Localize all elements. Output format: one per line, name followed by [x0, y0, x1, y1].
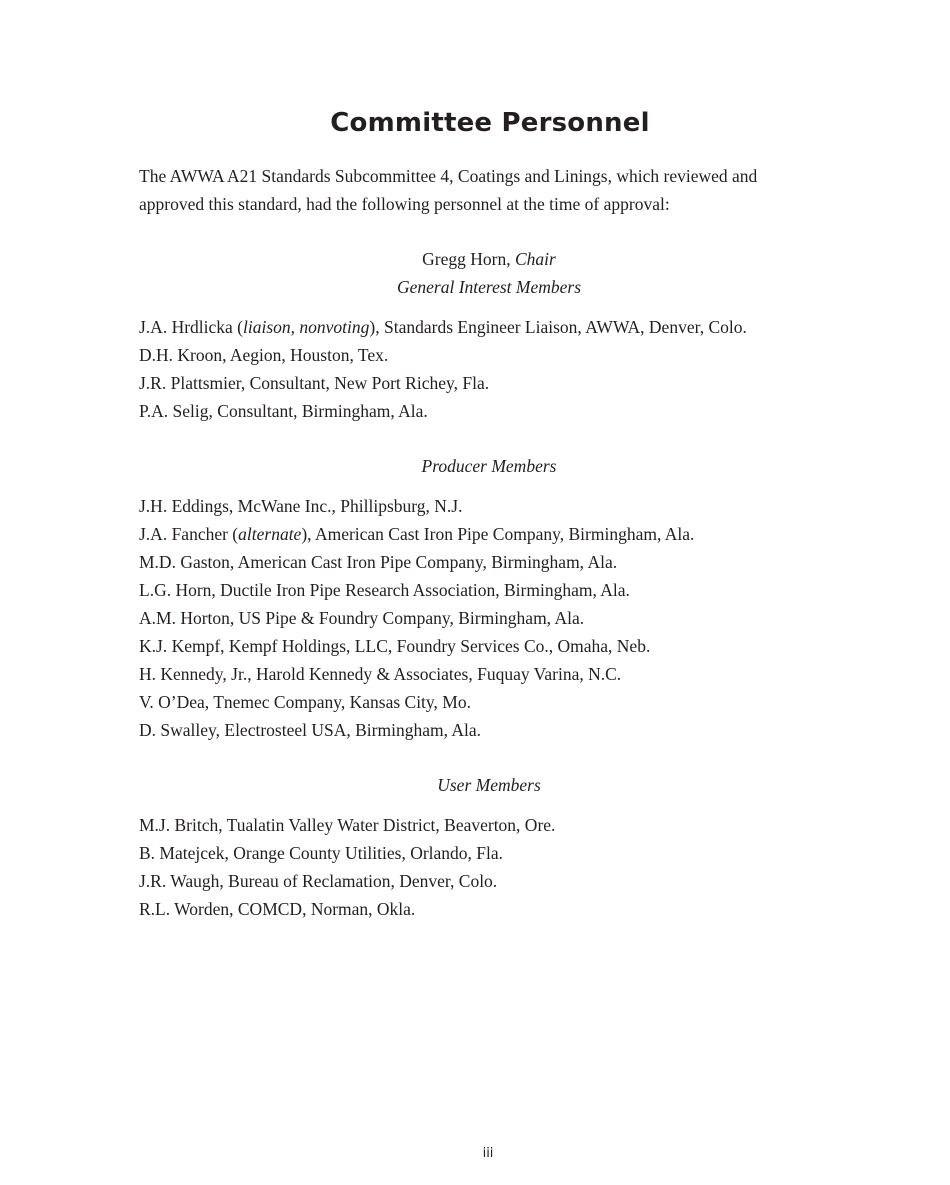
list-item: H. Kennedy, Jr., Harold Kennedy & Associates, Fuquay Varina, N.C.	[139, 664, 622, 684]
list-item: K.J. Kempf, Kempf Holdings, LLC, Foundry Services Co., Omaha, Neb.	[139, 636, 651, 656]
list-item: J.H. Eddings, McWane Inc., Phillipsburg, N.J.	[139, 496, 463, 516]
list-item: R.L. Worden, COMCD, Norman, Okla.	[139, 899, 416, 919]
general-interest-list	[139, 313, 899, 425]
list-item: J.R. Plattsmier, Consultant, New Port Richey, Fla.	[139, 373, 490, 393]
list-item: J.A. Fancher (alternate), American Cast Iron Pipe Company, Birmingham, Ala.	[139, 524, 695, 544]
user-list	[139, 811, 899, 923]
intro-paragraph: The AWWA A21 Standards Subcommittee 4, Coatings and Linings, which reviewed and approved this standard, had the following personnel at the time of approval:	[139, 166, 758, 214]
user-heading: User Members	[437, 775, 541, 795]
producer-heading: Producer Members	[421, 456, 557, 476]
chair-name: Gregg Horn,	[422, 249, 515, 269]
general-interest-heading: General Interest Members	[396, 277, 582, 297]
list-item: A.M. Horton, US Pipe & Foundry Company, Birmingham, Ala.	[139, 608, 585, 628]
list-item: L.G. Horn, Ductile Iron Pipe Research Association, Birmingham, Ala.	[139, 580, 630, 600]
list-item: J.A. Hrdlicka (liaison, nonvoting), Standards Engineer Liaison, AWWA, Denver, Colo.	[139, 317, 747, 337]
list-item: J.R. Waugh, Bureau of Reclamation, Denver, Colo.	[139, 871, 498, 891]
list-item: P.A. Selig, Consultant, Birmingham, Ala.	[139, 401, 428, 421]
list-item: V. O’Dea, Tnemec Company, Kansas City, Mo.	[139, 692, 471, 712]
list-item: B. Matejcek, Orange County Utilities, Orlando, Fla.	[139, 843, 504, 863]
chair-role: Chair	[514, 249, 556, 269]
list-item: M.J. Britch, Tualatin Valley Water District, Beaverton, Ore.	[139, 815, 556, 835]
list-item: D. Swalley, Electrosteel USA, Birmingham, Ala.	[139, 720, 482, 740]
list-item: D.H. Kroon, Aegion, Houston, Tex.	[139, 345, 389, 365]
list-item: M.D. Gaston, American Cast Iron Pipe Company, Birmingham, Ala.	[139, 552, 618, 572]
producer-list	[139, 492, 899, 744]
chair-line	[0, 245, 950, 273]
page-number: iii	[482, 1146, 494, 1161]
page-title: Committee Personnel	[330, 108, 650, 138]
